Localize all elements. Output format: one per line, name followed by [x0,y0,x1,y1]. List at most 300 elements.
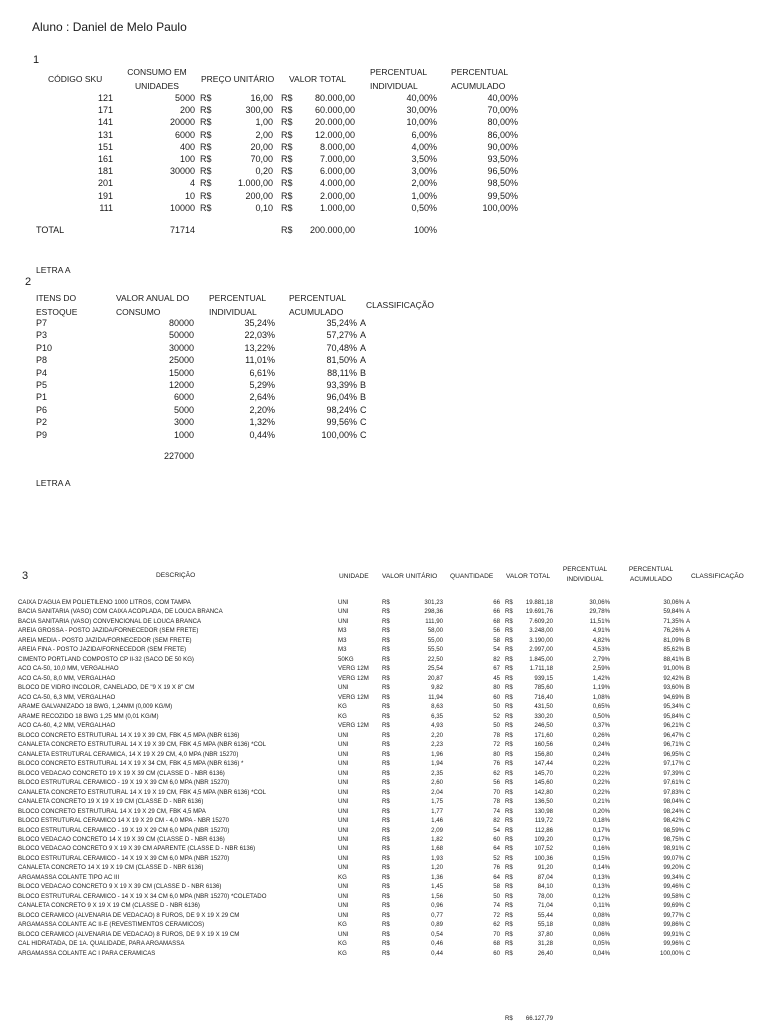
descricao-cell: BLOCO VEDACAO CONCRETO 14 X 19 X 39 CM (CLASSE D - NBR 6136) [18,836,225,843]
unidade-cell: KG [338,949,347,957]
currency-cell: R$ [505,873,513,881]
valor-unit-cell: 55,00 [427,636,443,644]
quantidade-cell: 60 [493,949,500,957]
valor-total-cell: 20.000,00 [314,117,355,128]
perc-ind-cell: 3,00% [411,166,437,177]
perc-ind-cell: 6,61% [249,367,275,378]
quantidade-cell: 82 [493,817,500,825]
class-cell: C [686,949,691,957]
unidade-cell: UNI [338,788,349,796]
descricao-cell: CANALETA CONCRETO ESTRUTURAL 14 X 19 X 19 CM, FBK 4,5 MPA (NBR 6136) *COL [18,788,266,796]
perc-ind-cell: 10,00% [406,117,437,128]
valor-unit-cell: 1,75 [431,798,443,806]
currency-cell: R$ [505,788,513,796]
perc-acum-cell: 99,58% [663,892,684,900]
valor-total-cell: 6.000,00 [319,166,355,177]
unidade-cell: M3 [338,636,347,644]
currency-cell: R$ [382,760,390,768]
currency-cell: R$ [200,105,212,116]
header-perc-ind: PERCENTUAL INDIVIDUAL [370,67,427,91]
descricao-cell: ACO CA-50, 8,0 MM, VERGALHAO [18,674,116,682]
unidade-cell: UNI [338,902,349,910]
perc-acum-cell: 30,06% [663,599,684,606]
valor-total-cell: 80.000,00 [314,93,355,103]
perc-acum-cell: 97,17% [663,760,684,768]
valor-total-cell: 160,56 [534,741,553,749]
perc-acum-cell: 86,00% [487,129,518,140]
valor-total-cell: 78,00 [537,892,553,900]
quantidade-cell: 80 [493,750,500,758]
unidade-cell: UNI [338,608,349,616]
class-cell: C [686,864,691,872]
currency-cell: R$ [382,646,390,654]
preco-cell: 1.000,00 [237,178,273,189]
total-valor: 227000 [163,451,194,461]
unidade-cell: UNI [338,817,349,825]
perc-ind-cell: 0,22% [592,760,610,768]
perc-acum-cell: 99,96% [663,940,684,948]
valor-unit-cell: 2,60 [431,779,443,787]
valor-unit-cell: 0,77 [431,911,443,919]
header-perc-acum: PERCENTUAL ACUMULADO [628,566,674,583]
item-cell: P3 [36,330,48,341]
sku-cell: 171 [97,105,113,116]
perc-ind-cell: 2,79% [592,655,610,663]
item-cell: P4 [36,367,48,378]
unidade-cell: KG [338,921,347,929]
valor-total-cell: 55,44 [537,911,553,919]
class-cell: A [686,627,691,635]
perc-acum-cell: 81,50% [326,355,357,366]
class-cell: A [360,355,367,366]
perc-ind-cell: 0,65% [592,703,610,711]
total-label: TOTAL [36,225,65,235]
perc-ind-cell: 0,26% [592,731,610,739]
unidade-cell: UNI [338,854,349,862]
valor-total-cell: 716,40 [534,693,553,701]
class-cell: C [686,798,691,806]
currency-cell: R$ [505,883,513,891]
currency-cell: R$ [382,769,390,777]
descricao-cell: CANALETA CONCRETO ESTRUTURAL 14 X 19 X 39 CM, FBK 4,5 MPA (NBR 6136) *COL [18,741,266,749]
item-cell: P10 [36,342,53,353]
perc-acum-cell: 59,84% [663,608,684,616]
unidade-cell: UNI [338,731,349,739]
valor-total-cell: 7.000,00 [319,154,355,164]
valor-total-cell: 119,72 [534,817,553,825]
unidade-cell: UNI [338,684,349,692]
currency-cell: R$ [505,902,513,910]
currency-cell: R$ [382,741,390,749]
perc-ind-cell: 30,00% [406,105,437,116]
valor-total-cell: 31,28 [537,940,553,948]
quantidade-cell: 54 [493,826,500,834]
quantidade-cell: 78 [493,731,500,739]
currency-cell: R$ [281,166,293,177]
valor-cell: 15000 [168,367,194,378]
item-cell: P2 [36,417,48,428]
valor-total-cell: 55,18 [537,921,553,929]
valor-cell: 12000 [168,380,194,390]
quantidade-cell: 56 [493,779,500,787]
currency-cell: R$ [382,779,390,787]
valor-total-cell: 1.845,00 [529,655,553,663]
currency-cell: R$ [200,117,212,128]
descricao-cell: BLOCO VEDACAO CONCRETO 9 X 19 X 39 CM APARENTE (CLASSE D - NBR 6136) [18,845,256,853]
unidade-cell: UNI [338,836,349,843]
perc-acum-cell: 100,00% [482,202,518,213]
class-cell: C [686,873,691,881]
perc-ind-cell: 0,16% [592,845,610,853]
valor-unit-cell: 0,96 [431,902,443,910]
unidade-cell: UNI [338,892,349,900]
sku-cell: 201 [97,178,113,189]
currency-cell: R$ [382,864,390,872]
currency-cell: R$ [281,178,293,189]
valor-total-cell: 939,15 [534,674,553,682]
unidade-cell: KG [338,873,347,881]
descricao-cell: CANALETA CONCRETO 14 X 19 X 19 CM (CLASSE D - NBR 6136) [18,864,204,872]
descricao-cell: BLOCO CONCRETO ESTRUTURAL 14 X 19 X 34 CM, FBK 4,5 MPA (NBR 6136) * [18,760,244,768]
unidade-cell: UNI [338,798,349,806]
perc-ind-cell: 0,37% [592,722,610,730]
descricao-cell: BLOCO ESTRUTURAL CERAMICO - 14 X 19 X 34 CM 6,0 MPA (NBR 15270) *COLETADO [18,892,267,900]
perc-ind-cell: 0,13% [592,883,610,891]
currency-cell: R$ [281,93,293,103]
currency-cell: R$ [505,617,513,625]
header-preco: PREÇO UNITÁRIO [201,74,275,84]
currency-cell: R$ [505,665,513,673]
class-cell: B [686,655,691,663]
unidade-cell: UNI [338,826,349,834]
perc-ind-cell: 0,12% [592,892,610,900]
quantidade-cell: 80 [493,684,500,692]
currency-cell: R$ [382,836,390,843]
currency-cell: R$ [382,599,390,606]
quantidade-cell: 58 [493,636,500,644]
currency-cell: R$ [505,940,513,948]
perc-acum-cell: 93,50% [487,154,518,164]
item-cell: P1 [36,392,48,403]
preco-cell: 200,00 [245,190,273,201]
quantidade-cell: 74 [493,902,500,910]
perc-ind-cell: 1,00% [411,190,437,201]
perc-acum-cell: 98,50% [487,178,518,189]
quantidade-cell: 52 [493,854,500,862]
valor-unit-cell: 9,82 [431,684,443,692]
quantidade-cell: 67 [493,665,500,673]
valor-unit-cell: 2,20 [431,731,443,739]
quantidade-cell: 72 [493,741,500,749]
preco-cell: 20,00 [250,141,273,152]
valor-cell: 3000 [173,417,194,428]
perc-acum-cell: 97,61% [663,779,684,787]
descricao-cell: BACIA SANITARIA (VASO) COM CAIXA ACOPLADA, DE LOUCA BRANCA [18,608,223,616]
descricao-cell: CANALETA CONCRETO 9 X 19 X 19 CM (CLASSE D - NBR 6136) [18,902,200,910]
preco-cell: 0,10 [255,202,273,213]
valor-total-cell: 4.000,00 [319,178,355,189]
perc-ind-cell: 35,24% [244,318,275,328]
currency-cell: R$ [200,141,212,152]
perc-acum-cell: 94,69% [663,693,684,701]
currency-cell: R$ [281,105,293,116]
quantidade-cell: 70 [493,788,500,796]
currency-cell: R$ [382,940,390,948]
quantidade-cell: 54 [493,646,500,654]
class-cell: C [686,902,691,910]
descricao-cell: BLOCO VEDACAO CONCRETO 19 X 19 X 39 CM (CLASSE D - NBR 6136) [18,769,225,777]
sku-cell: 111 [99,202,113,213]
class-cell: C [686,788,691,796]
consumo-cell: 10 [184,190,195,201]
quantidade-cell: 60 [493,836,500,843]
perc-ind-cell: 22,03% [244,330,275,341]
perc-ind-cell: 2,20% [249,404,275,415]
descricao-cell: CAL HIDRATADA, DE 1A. QUALIDADE, PARA ARGAMASSA [18,940,185,948]
class-cell: C [686,722,691,730]
perc-acum-cell: 96,50% [487,166,518,177]
quantidade-cell: 66 [493,608,500,616]
quantidade-cell: 64 [493,845,500,853]
currency-cell: R$ [382,902,390,910]
currency-cell: R$ [505,921,513,929]
class-cell: A [686,617,691,625]
valor-total-cell: 71,04 [537,902,553,910]
perc-ind-cell: 0,50% [592,712,610,720]
descricao-cell: CAIXA D'AGUA EM POLIETILENO 1000 LITROS, COM TAMPA [18,599,191,606]
perc-acum-cell: 99,46% [663,883,684,891]
perc-ind-cell: 4,91% [592,627,610,635]
perc-acum-cell: 98,42% [663,817,684,825]
valor-total-cell: 84,10 [537,883,553,891]
valor-total-cell: 8.000,00 [319,141,355,152]
unidade-cell: UNI [338,883,349,891]
class-cell: C [686,760,691,768]
descricao-cell: AREIA GROSSA - POSTO JAZIDA/FORNECEDOR (SEM FRETE) [18,627,199,635]
perc-acum-cell: 96,47% [663,731,684,739]
perc-acum-cell: 95,84% [663,712,684,720]
class-cell: C [686,854,691,862]
descricao-cell: ACO CA-50, 6,3 MM, VERGALHAO [18,693,116,701]
valor-unit-cell: 111,90 [425,617,443,625]
currency-cell: R$ [200,129,212,140]
valor-total-cell: 112,86 [534,826,553,834]
class-cell: C [686,930,691,938]
class-cell: C [360,429,367,440]
perc-ind-cell: 0,04% [592,949,610,957]
currency-cell: R$ [382,636,390,644]
valor-unit-cell: 4,93 [431,722,443,730]
perc-acum-cell: 35,24% [326,318,357,328]
perc-ind-cell: 1,19% [592,684,610,692]
currency-cell: R$ [382,807,390,815]
valor-cell: 6000 [173,392,194,403]
currency-cell: R$ [281,190,293,201]
descricao-cell: BLOCO ESTRUTURAL CERAMICO - 19 X 19 X 39 CM 6,0 MPA (NBR 15270) [18,779,230,787]
perc-acum-cell: 96,95% [663,750,684,758]
class-cell: B [686,684,691,692]
preco-cell: 0,20 [255,166,273,177]
currency-cell: R$ [505,684,513,692]
valor-cell: 25000 [168,355,194,366]
valor-total-cell: 2.000,00 [319,190,355,201]
valor-unit-cell: 298,36 [424,608,443,616]
valor-total-cell: 330,20 [534,712,553,720]
quantidade-cell: 68 [493,940,500,948]
perc-ind-cell: 0,14% [592,864,610,872]
currency-cell: R$ [382,949,390,957]
class-cell: C [686,807,691,815]
class-cell: B [686,665,691,673]
perc-acum-cell: 70,48% [326,342,357,353]
currency-cell: R$ [382,826,390,834]
perc-acum-cell: 40,00% [487,93,518,103]
valor-unit-cell: 1,77 [431,807,443,815]
quantidade-cell: 50 [493,703,500,711]
perc-ind-cell: 4,00% [411,141,437,152]
quantidade-cell: 45 [493,674,500,682]
perc-acum-cell: 90,00% [487,141,518,152]
header-descricao: DESCRIÇÃO [156,572,196,579]
perc-ind-cell: 11,01% [245,355,275,366]
currency-cell: R$ [382,788,390,796]
quantidade-cell: 68 [493,617,500,625]
descricao-cell: ARGAMASSA COLANTE AC II-E (REVESTIMENTOS CERAMICOS) [18,921,205,929]
currency-cell: R$ [200,166,212,177]
currency-cell: R$ [382,883,390,891]
valor-total-cell: 2.997,00 [529,646,553,654]
class-cell: C [686,845,691,853]
currency-cell: R$ [281,141,293,152]
perc-acum-cell: 97,83% [663,788,684,796]
class-cell: A [686,608,691,616]
perc-acum-cell: 57,27% [326,330,357,341]
class-cell: A [686,599,691,606]
descricao-cell: BLOCO CONCRETO ESTRUTURAL 14 X 19 X 39 CM, FBK 4,5 MPA (NBR 6136) [18,731,240,739]
currency-cell: R$ [505,798,513,806]
descricao-cell: CIMENTO PORTLAND COMPOSTO CP II-32 (SACO DE 50 KG) [18,655,194,663]
perc-ind-cell: 0,20% [592,807,610,815]
perc-ind-cell: 5,29% [249,380,275,390]
unidade-cell: UNI [338,911,349,919]
class-cell: C [686,712,691,720]
header-unidade: UNIDADE [339,573,369,580]
perc-ind-cell: 0,24% [592,741,610,749]
currency-cell: R$ [505,930,513,938]
class-cell: C [686,921,691,929]
header-itens: ITENS DO ESTOQUE [36,293,78,317]
consumo-cell: 20000 [169,117,195,128]
valor-total-cell: 785,60 [534,684,553,692]
perc-acum-cell: 96,21% [663,722,684,730]
valor-unit-cell: 1,56 [431,892,443,900]
perc-ind-cell: 30,06% [589,599,610,606]
perc-acum-cell: 98,75% [663,836,684,843]
valor-unit-cell: 22,50 [427,655,443,663]
quantidade-cell: 52 [493,712,500,720]
valor-unit-cell: 2,04 [431,788,443,796]
perc-acum-cell: 99,77% [663,911,684,919]
perc-acum-cell: 92,42% [663,674,684,682]
currency-cell: R$ [505,854,513,862]
section-2-answer: LETRA A [36,478,71,488]
valor-total-cell: 145,70 [534,769,553,777]
consumo-cell: 200 [179,105,195,116]
currency-cell: R$ [382,627,390,635]
currency-cell: R$ [505,750,513,758]
sku-cell: 131 [97,129,113,140]
sku-cell: 161 [97,154,113,164]
currency-cell: R$ [505,693,513,701]
currency-cell: R$ [505,892,513,900]
perc-ind-cell: 2,59% [592,665,610,673]
perc-acum-cell: 98,59% [663,826,684,834]
unidade-cell: KG [338,703,347,711]
perc-acum-cell: 99,91% [663,930,684,938]
currency-cell: R$ [281,202,293,213]
perc-acum-cell: 99,50% [487,190,518,201]
valor-unit-cell: 2,23 [431,741,443,749]
valor-total-cell: 7.609,20 [529,617,553,625]
valor-total-cell: 19.881,18 [525,599,553,606]
total-valor: 200.000,00 [309,225,355,235]
consumo-cell: 10000 [169,202,195,213]
valor-unit-cell: 1,93 [431,854,443,862]
sku-cell: 151 [97,141,113,152]
perc-ind-cell: 4,82% [592,636,610,644]
currency-cell: R$ [505,608,513,616]
quantidade-cell: 60 [493,693,500,701]
total-currency: R$ [505,1015,513,1022]
sku-cell: 141 [97,117,113,128]
class-cell: A [360,342,367,353]
currency-cell: R$ [505,712,513,720]
item-cell: P6 [36,404,48,415]
currency-cell: R$ [505,674,513,682]
currency-cell: R$ [382,731,390,739]
descricao-cell: BLOCO CERAMICO (ALVENARIA DE VEDACAO) 8 FUROS, DE 9 X 19 X 19 CM [18,930,240,938]
class-cell: C [686,883,691,891]
currency-cell: R$ [505,826,513,834]
valor-total-cell: 431,50 [534,703,553,711]
unidade-cell: UNI [338,807,349,815]
perc-ind-cell: 1,08% [592,693,610,701]
total-perc: 100% [413,225,437,235]
class-cell: C [686,940,691,948]
valor-unit-cell: 2,35 [431,769,443,777]
class-cell: C [686,892,691,900]
valor-cell: 5000 [173,404,194,415]
perc-acum-cell: 99,20% [663,864,684,872]
valor-unit-cell: 1,46 [431,817,443,825]
unidade-cell: UNI [338,930,349,938]
valor-total-cell: 1.000,00 [319,202,355,213]
descricao-cell: AREIA MEDIA - POSTO JAZIDA/FORNECEDOR (SEM FRETE) [18,636,192,644]
valor-total-cell: 107,52 [534,845,553,853]
header-classificacao: CLASSIFICAÇÃO [366,300,435,310]
currency-cell: R$ [281,154,293,164]
consumo-cell: 5000 [174,93,195,103]
perc-acum-cell: 81,09% [663,636,684,644]
perc-ind-cell: 0,21% [592,798,610,806]
valor-total-cell: 100,36 [534,854,553,862]
quantidade-cell: 56 [493,627,500,635]
class-cell: C [686,741,691,749]
unidade-cell: M3 [338,646,347,654]
quantidade-cell: 78 [493,798,500,806]
perc-ind-cell: 2,64% [249,392,275,403]
valor-unit-cell: 1,82 [431,836,443,843]
